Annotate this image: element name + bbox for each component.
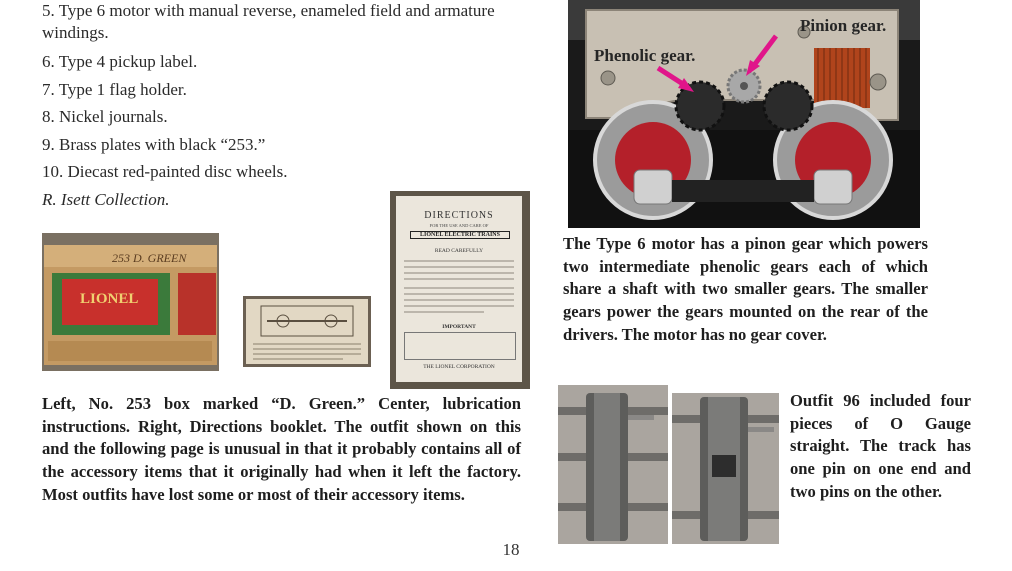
track-caption: Outfit 96 included four pieces of O Gauge straight. The track has one pin on one end and two pins on the other. xyxy=(790,391,971,501)
motor-caption: The Type 6 motor has a pinon gear which powers two intermediate phenolic gears each of which share a shaft with two smaller gears. The smaller gears power the gears mounted on the rear of the drivers. The motor has no gear cover. xyxy=(563,234,928,344)
lubrication-illustration xyxy=(243,296,371,367)
list-item-7: 7. Type 1 flag holder. xyxy=(42,79,187,99)
booklet-title: DIRECTIONS xyxy=(424,210,494,221)
list-item-6: 6. Type 4 pickup label. xyxy=(42,52,198,71)
feature-list xyxy=(42,0,512,214)
booklet-important-box xyxy=(404,332,516,360)
page-number: 18 xyxy=(502,540,520,559)
booklet-page xyxy=(396,196,522,382)
box-handwriting: 253 D. GREEN xyxy=(112,251,187,265)
booklet-footer: THE LIONEL CORPORATION xyxy=(423,364,495,370)
booklet-read-carefully: READ CAREFULLY xyxy=(434,248,484,254)
pinion-gear-label: Pinion gear. xyxy=(800,16,887,35)
booklet-logo: LIONEL ELECTRIC TRAINS xyxy=(410,231,510,239)
directions-booklet-photo xyxy=(390,191,530,389)
box-photo xyxy=(42,233,219,371)
track-photo-left xyxy=(558,385,668,544)
track-end-two-pin-illustration xyxy=(672,393,779,544)
collection-credit: R. Isett Collection. xyxy=(42,189,170,209)
list-item-8: 8. Nickel journals. xyxy=(42,107,168,127)
list-item-9: 9. Brass plates with black “253.” xyxy=(42,134,266,154)
list-item-10: 10. Diecast red-painted disc wheels. xyxy=(42,162,288,182)
phenolic-gear-label: Phenolic gear. xyxy=(594,46,696,65)
booklet-text-lines xyxy=(404,258,514,328)
booklet-important: IMPORTANT xyxy=(442,324,476,330)
box-brand: LIONEL xyxy=(80,291,139,307)
track-end-one-pin-illustration xyxy=(558,385,668,544)
booklet-subtitle: FOR THE USE AND CARE OF xyxy=(429,223,489,228)
motor-photo xyxy=(568,0,920,228)
left-caption: Left, No. 253 box marked “D. Green.” Center, lubrication instructions. Right, Directions booklet. The outfit shown on this and the following page is unusual in that it probably contains all of the accessory items that it originally had when it left the factory. Most outfits have lost some or most of their accessory items. xyxy=(42,394,521,504)
track-photo-right xyxy=(672,393,779,544)
lubrication-instructions-photo xyxy=(243,296,371,367)
list-item-5: 5. Type 6 motor with manual reverse, enameled field and armature windings. xyxy=(42,1,495,42)
